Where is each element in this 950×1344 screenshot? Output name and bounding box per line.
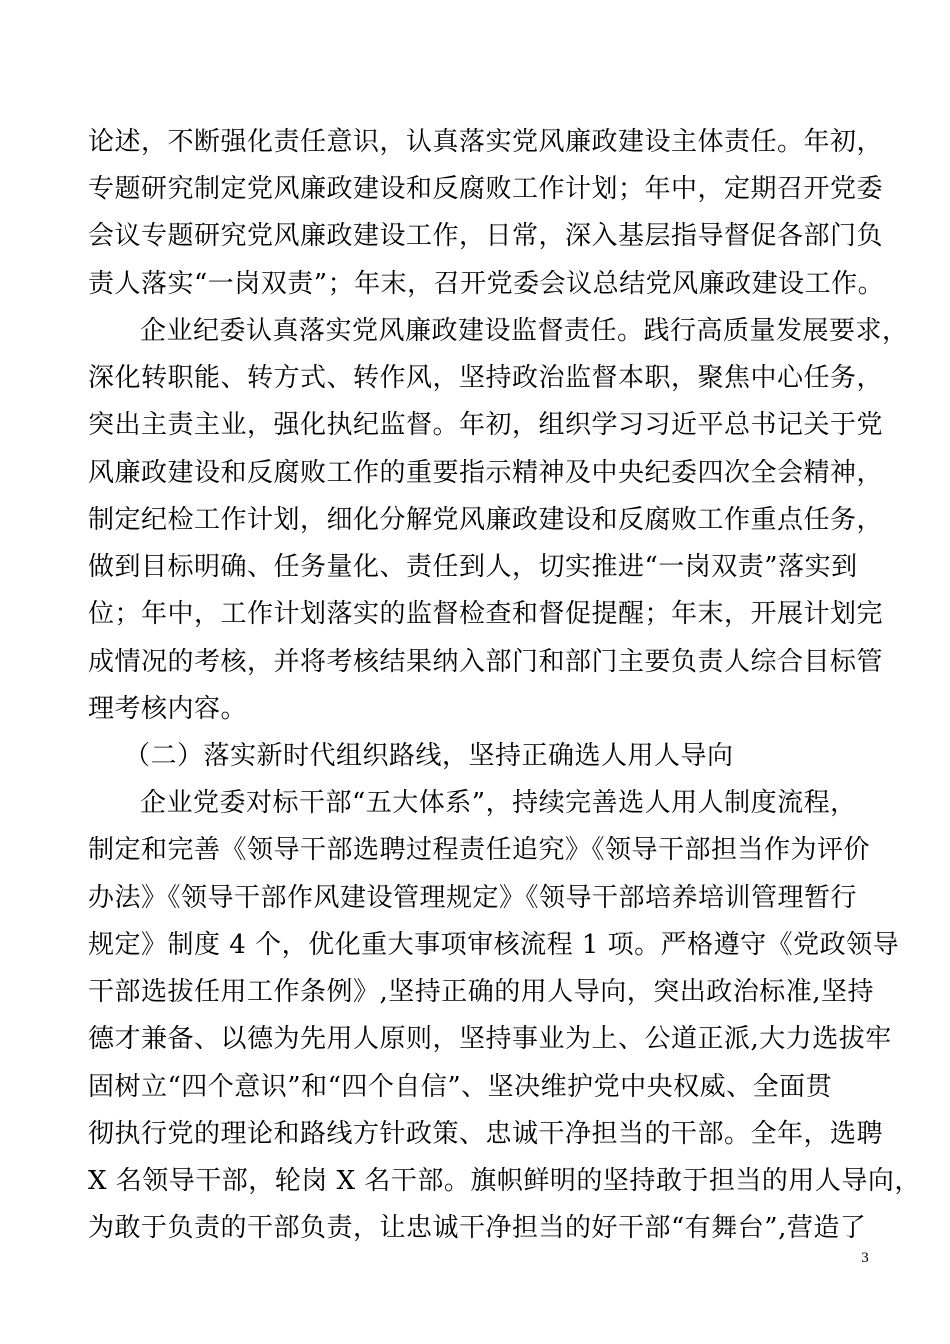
text-line-23: X 名领导干部，轮岗 X 名干部。旗帜鲜明的坚持敢于担当的用人导向，	[88, 1166, 921, 1196]
text-line-17: 办法》《领导干部作风建设管理规定》《领导干部培养培训管理暂行	[88, 883, 858, 913]
text-line-22: 彻执行党的理论和路线方针政策、忠诚干净担当的干部。全年，选聘	[88, 1119, 884, 1149]
text-line-1: 论述，不断强化责任意识，认真落实党风廉政建设主体责任。年初，	[88, 127, 884, 157]
text-line-12: 成情况的考核，并将考核结果纳入部门和部门主要负责人综合目标管	[88, 647, 884, 677]
text-line-9: 制定纪检工作计划，细化分解党风廉政建设和反腐败工作重点任务，	[88, 505, 884, 535]
text-line-24: 为敢于负责的干部负责，让忠诚干净担当的好干部“有舞台”,营造了	[88, 1213, 867, 1243]
text-line-18: 规定》制度 4 个，优化重大事项审核流程 1 项。严格遵守《党政领导	[88, 930, 900, 960]
text-line-3: 会议专题研究党风廉政建设工作，日常，深入基层指导督促各部门负	[88, 221, 884, 251]
text-line-7: 突出主责主业，强化执纪监督。年初，组织学习习近平总书记关于党	[88, 410, 884, 440]
text-line-11: 位；年中，工作计划落实的监督检查和督促提醒；年末，开展计划完	[88, 599, 884, 629]
text-line-15: 企业党委对标干部“五大体系”，持续完善选人用人制度流程，	[140, 788, 857, 818]
text-line-19: 干部选拔任用工作条例》,坚持正确的用人导向，突出政治标准,坚持	[88, 977, 875, 1007]
text-line-13: 理考核内容。	[88, 694, 248, 724]
page-number: 3	[861, 1250, 869, 1266]
text-line-5: 企业纪委认真落实党风廉政建设监督责任。践行高质量发展要求，	[140, 316, 909, 346]
text-line-21: 固树立“四个意识”和“四个自信”、坚决维护党中央权威、全面贯	[88, 1072, 833, 1102]
section-heading: （二）落实新时代组织路线，坚持正确选人用人导向	[124, 741, 734, 771]
text-line-20: 德才兼备、以德为先用人原则，坚持事业为上、公道正派,大力选拔牢	[88, 1024, 892, 1054]
text-line-10: 做到目标明确、任务量化、责任到人，切实推进“一岗双责”落实到	[88, 552, 858, 582]
text-line-8: 风廉政建设和反腐败工作的重要指示精神及中央纪委四次全会精神，	[88, 458, 884, 488]
text-line-6: 深化转职能、转方式、转作风，坚持政治监督本职，聚焦中心任务，	[88, 363, 884, 393]
text-line-16: 制定和完善《领导干部选聘过程责任追究》《领导干部担当作为评价	[88, 835, 871, 865]
text-line-2: 专题研究制定党风廉政建设和反腐败工作计划；年中，定期召开党委	[88, 174, 884, 204]
text-line-4: 责人落实“一岗双责”；年末，召开党委会议总结党风廉政建设工作。	[88, 269, 885, 299]
